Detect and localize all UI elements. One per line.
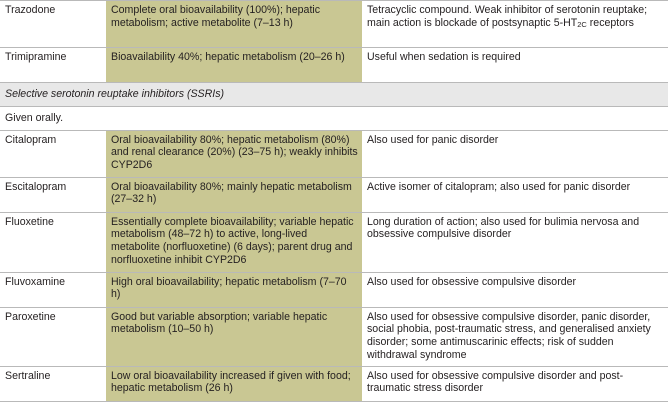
notes-cell: Long duration of action; also used for bulimia nervosa and obsessive compulsive disorder bbox=[362, 212, 668, 272]
notes-cell: Also used for obsessive compulsive disorder bbox=[362, 272, 668, 307]
pharmacokinetics-cell: Essentially complete bioavailability; variable hepatic metabolism (48–72 h) to active, long-lived metabolite (norfluoxetine) (6 days); parent drug and norfluoxetine inhibit CYP2D6 bbox=[106, 212, 362, 272]
section-heading-row bbox=[0, 83, 668, 107]
notes-cell: Useful when sedation is required bbox=[362, 48, 668, 83]
drug-name: Fluvoxamine bbox=[0, 272, 106, 307]
notes-text-end: receptors bbox=[586, 16, 634, 29]
table-row bbox=[0, 366, 668, 401]
pharmacokinetics-cell: Complete oral bioavailability (100%); hepatic metabolism; active metabolite (7–13 h) bbox=[106, 1, 362, 48]
notes-cell: Also used for panic disorder bbox=[362, 130, 668, 177]
section-note-row bbox=[0, 107, 668, 131]
notes-text: Tetracyclic compound. Weak inhibitor of serotonin reuptake; main action is blockade of postsynaptic bbox=[367, 4, 648, 29]
receptor-subtype: 2C bbox=[577, 19, 587, 29]
notes-cell: Also used for obsessive compulsive disorder and post-traumatic stress disorder bbox=[362, 366, 668, 401]
pharmacokinetics-cell: Good but variable absorption; variable hepatic metabolism (10–50 h) bbox=[106, 307, 362, 366]
drug-name: Citalopram bbox=[0, 130, 106, 177]
drug-name: Trazodone bbox=[0, 1, 106, 48]
drug-name: Sertraline bbox=[0, 366, 106, 401]
notes-cell bbox=[362, 1, 668, 48]
pharmacokinetics-cell: High oral bioavailability; hepatic metabolism (7–70 h) bbox=[106, 272, 362, 307]
drug-name: Escitalopram bbox=[0, 177, 106, 212]
table-row bbox=[0, 48, 668, 83]
drug-name: Trimipramine bbox=[0, 48, 106, 83]
notes-cell: Active isomer of citalopram; also used for panic disorder bbox=[362, 177, 668, 212]
table-row bbox=[0, 307, 668, 366]
pharmacokinetics-cell: Oral bioavailability 80%; hepatic metabolism (80%) and renal clearance (20%) (23–75 h); weakly inhibits CYP2D6 bbox=[106, 130, 362, 177]
receptor-name: 5-HT bbox=[553, 16, 578, 29]
section-note: Given orally. bbox=[0, 107, 668, 131]
drug-name: Paroxetine bbox=[0, 307, 106, 366]
pharmacokinetics-cell: Low oral bioavailability increased if given with food; hepatic metabolism (26 h) bbox=[106, 366, 362, 401]
drug-name: Fluoxetine bbox=[0, 212, 106, 272]
table-row bbox=[0, 1, 668, 48]
notes-cell: Also used for obsessive compulsive disorder, panic disorder, social phobia, post-traumatic stress, and generalised anxiety disorder; some antimuscarinic effects; risk of sudden withdrawal syndrome bbox=[362, 307, 668, 366]
table-row bbox=[0, 130, 668, 177]
pharmacokinetics-cell: Bioavailability 40%; hepatic metabolism (20–26 h) bbox=[106, 48, 362, 83]
table-row bbox=[0, 272, 668, 307]
table-row bbox=[0, 177, 668, 212]
section-heading: Selective serotonin reuptake inhibitors (SSRIs) bbox=[0, 83, 668, 107]
table-row bbox=[0, 212, 668, 272]
pharmacokinetics-cell: Oral bioavailability 80%; mainly hepatic metabolism (27–32 h) bbox=[106, 177, 362, 212]
